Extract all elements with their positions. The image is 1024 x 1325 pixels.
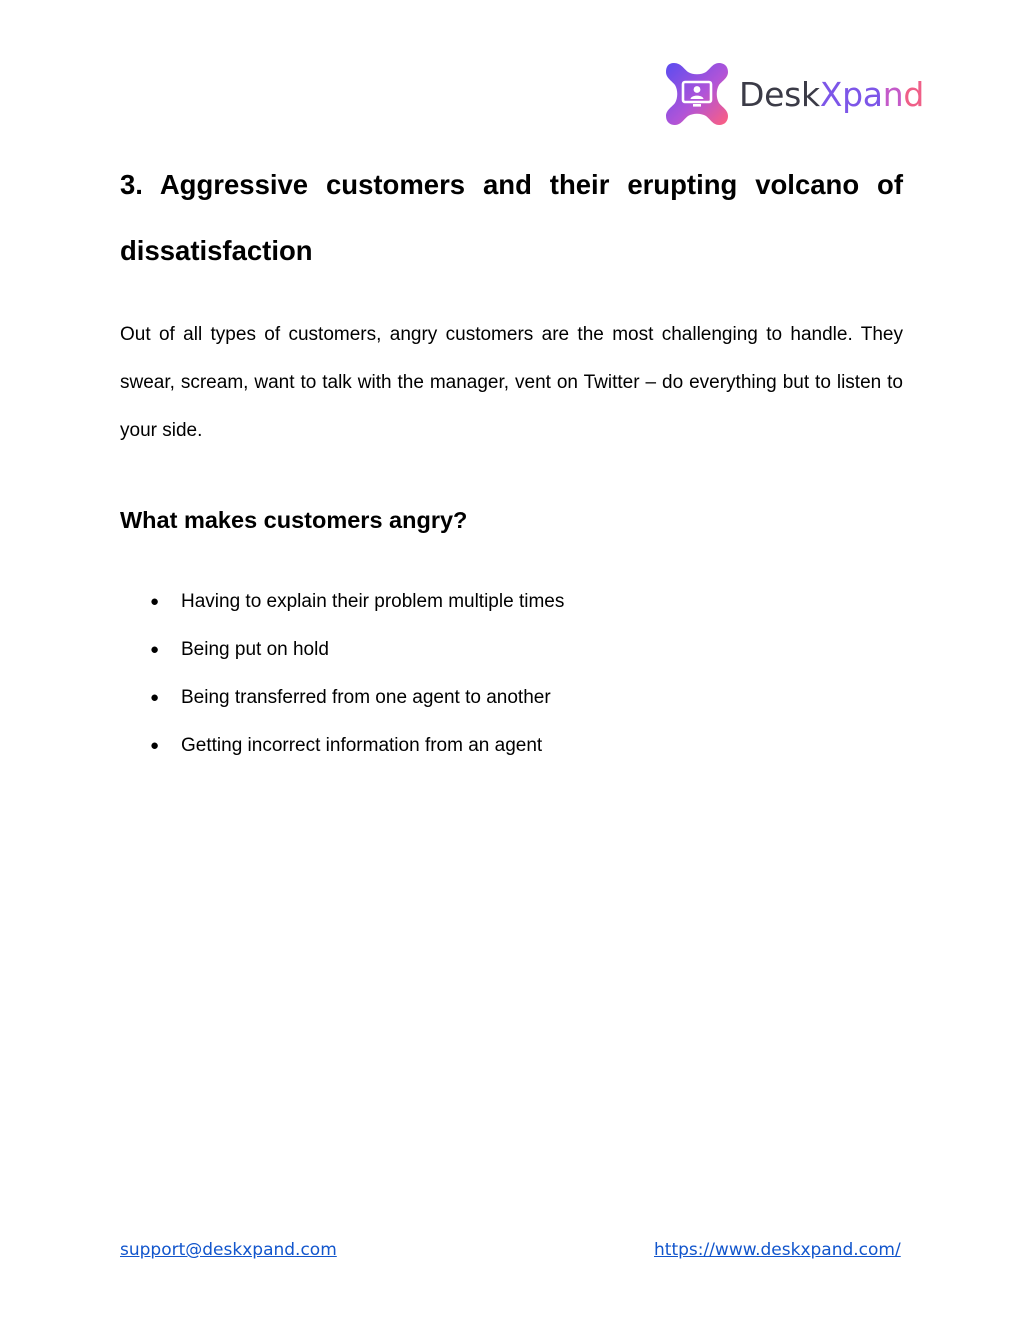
bullet-icon: ●: [150, 641, 160, 658]
list-item-text: Being put on hold: [181, 639, 329, 660]
bullet-list: [150, 578, 564, 770]
bullet-icon: ●: [150, 593, 160, 610]
brand-name-n: n: [882, 74, 904, 114]
list-item: [150, 626, 564, 674]
website-link[interactable]: https://www.deskxpand.com/: [654, 1240, 901, 1260]
brand-logo: [664, 60, 944, 128]
section-heading: [120, 152, 903, 284]
list-item: [150, 722, 564, 770]
list-item-text: Having to explain their problem multiple times: [181, 591, 565, 612]
brand-name-xpa: Xpa: [819, 74, 883, 114]
section-heading-line2: dissatisfaction: [120, 235, 313, 266]
brand-name-part1: Desk: [739, 74, 820, 114]
brand-name-part2: [820, 75, 924, 114]
list-item: [150, 578, 564, 626]
list-item-text: Being transferred from one agent to another: [181, 687, 551, 708]
bullet-icon: ●: [150, 737, 160, 754]
list-item-text: Getting incorrect information from an agent: [181, 735, 543, 756]
list-item: [150, 674, 564, 722]
brand-name: [739, 74, 924, 114]
subheading: What makes customers angry?: [120, 507, 468, 533]
bullet-icon: ●: [150, 689, 160, 706]
deskxpand-logo-icon: [664, 61, 730, 127]
intro-paragraph: Out of all types of customers, angry customers are the most challenging to handle. They swear, scream, want to talk with the manager, vent on Twitter – do everything but to listen to your side.: [120, 324, 903, 441]
section-heading-line1: 3. Aggressive customers and their erupting volcano of: [120, 169, 903, 200]
support-email-link[interactable]: support@deskxpand.com: [120, 1240, 337, 1260]
brand-name-d: d: [903, 74, 924, 114]
